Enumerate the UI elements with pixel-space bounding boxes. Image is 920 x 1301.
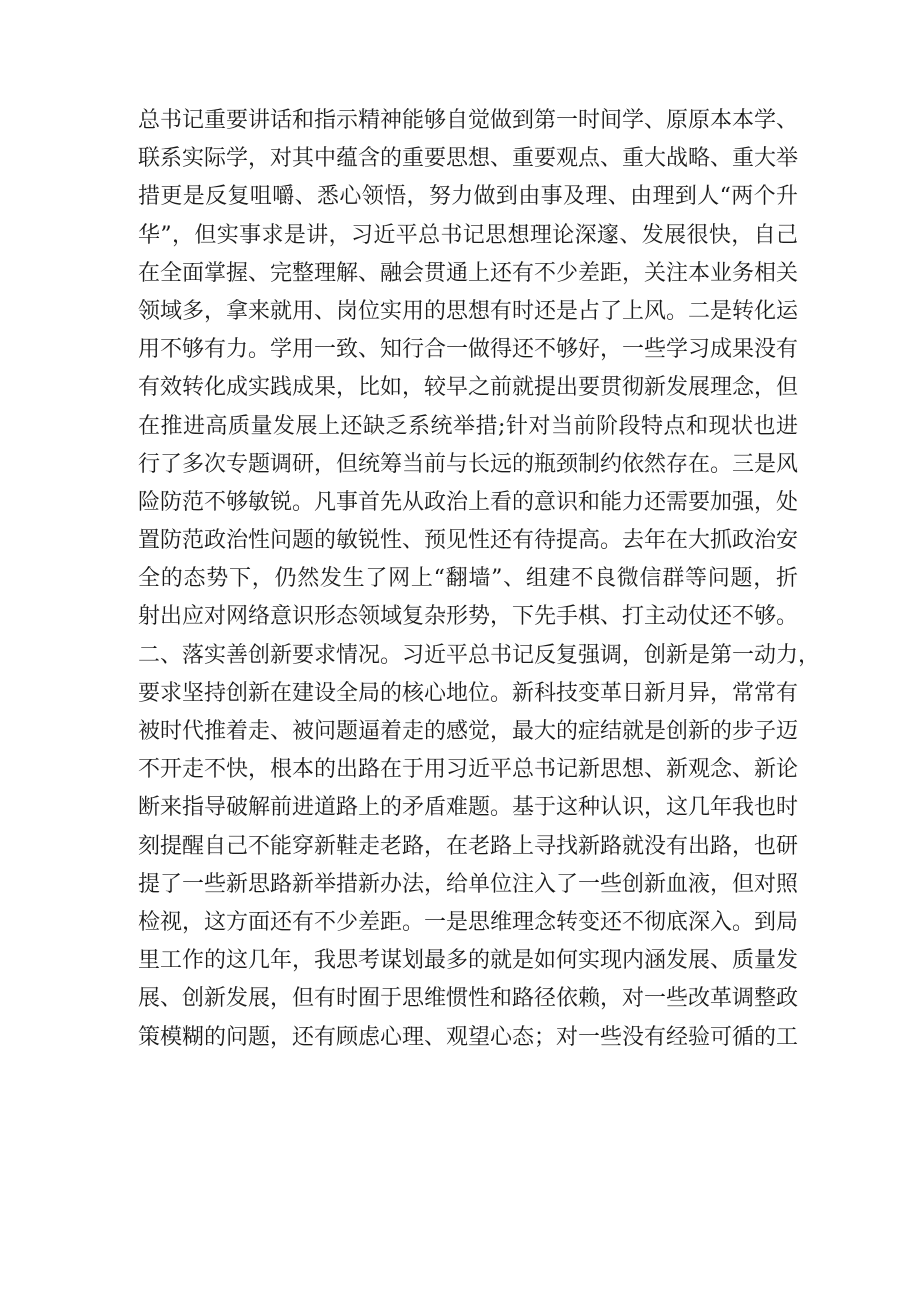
text-line: 策模糊的问题，还有顾虑心理、观望心态；对一些没有经验可循的工: [138, 1024, 799, 1050]
body-text: [138, 102, 821, 1057]
text-line: 要求坚持创新在建设全局的核心地位。新科技变革日新月异，常常有: [138, 680, 799, 706]
text-line: 置防范政治性问题的敏锐性、预见性还有待提高。去年在大抓政治安: [138, 528, 799, 554]
text-line: 联系实际学，对其中蕴含的重要思想、重要观点、重大战略、重大举: [138, 146, 799, 172]
text-line: 在全面掌握、完整理解、融会贯通上还有不少差距，关注本业务相关: [138, 260, 799, 286]
text-line: 华”，但实事求是讲，习近平总书记思想理论深邃、发展很快，自己: [138, 222, 798, 248]
text-line: 险防范不够敏锐。凡事首先从政治上看的意识和能力还需要加强，处: [138, 489, 799, 515]
text-line: 用不够有力。学用一致、知行合一做得还不够好，一些学习成果没有: [138, 337, 799, 363]
text-line: 展、创新发展，但有时囿于思维惯性和路径依赖，对一些改革调整政: [138, 986, 799, 1012]
text-line: 领域多，拿来就用、岗位实用的思想有时还是占了上风。二是转化运: [138, 298, 799, 324]
text-line: 在推进高质量发展上还缺乏系统举措;针对当前阶段特点和现状也进: [138, 413, 798, 439]
section-heading-line: 二、落实善创新要求情况。习近平总书记反复强调，创新是第一动力，: [138, 642, 821, 668]
text-line: 里工作的这几年，我思考谋划最多的就是如何实现内涵发展、质量发: [138, 948, 799, 974]
text-line: 不开走不快，根本的出路在于用习近平总书记新思想、新观念、新论: [138, 757, 799, 783]
text-line: 检视，这方面还有不少差距。一是思维理念转变还不彻底深入。到局: [138, 909, 799, 935]
text-line: 提了一些新思路新举措新办法，给单位注入了一些创新血液，但对照: [138, 871, 799, 897]
text-line: 全的态势下，仍然发生了网上“翻墙”、组建不良微信群等问题，折: [138, 566, 798, 592]
text-line: 总书记重要讲话和指示精神能够自觉做到第一时间学、原原本本学、: [138, 108, 799, 133]
text-line: 有效转化成实践成果，比如，较早之前就提出要贯彻新发展理念，但: [138, 375, 799, 401]
text-line: 断来指导破解前进道路上的矛盾难题。基于这种认识，这几年我也时: [138, 795, 799, 821]
text-line: 刻提醒自己不能穿新鞋走老路，在老路上寻找新路就没有出路，也研: [138, 833, 799, 859]
text-line: 射出应对网络意识形态领域复杂形势，下先手棋、打主动仗还不够。: [138, 604, 799, 630]
text-line: 被时代推着走、被问题逼着走的感觉，最大的症结就是创新的步子迈: [138, 719, 799, 744]
text-line: 措更是反复咀嚼、悉心领悟，努力做到由事及理、由理到人“两个升: [138, 184, 798, 210]
text-line: 行了多次专题调研，但统筹当前与长远的瓶颈制约依然存在。三是风: [138, 451, 799, 477]
